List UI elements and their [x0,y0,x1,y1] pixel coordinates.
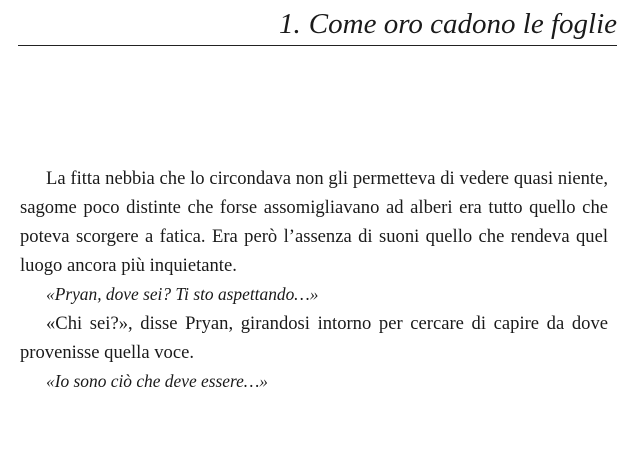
chapter-number: 1. [279,8,301,40]
dialogue-line-voice-reply: «Io sono ciò che deve essere…» [46,371,268,391]
dialogue-line-pryan: «Chi sei?», disse Pryan, girandosi intorno per cercare di capire da dove provenisse quella voce. [20,313,608,363]
dialogue-line-voice: «Pryan, dove sei? Ti sto aspettando…» [46,284,319,304]
chapter-title: Come oro cadono le foglie [308,8,617,40]
chapter-heading [279,6,617,42]
narrative-paragraph: La fitta nebbia che lo circondava non gli permetteva di vedere quasi niente, sagome poco distinte che forse assomigliavano ad alberi era tutto quello che poteva scorgere a fatica. Era però l’assenza di suoni quello che rendeva quel luogo ancora più inquietante. [20,168,608,276]
header-rule [18,45,617,46]
chapter-body [20,164,608,396]
